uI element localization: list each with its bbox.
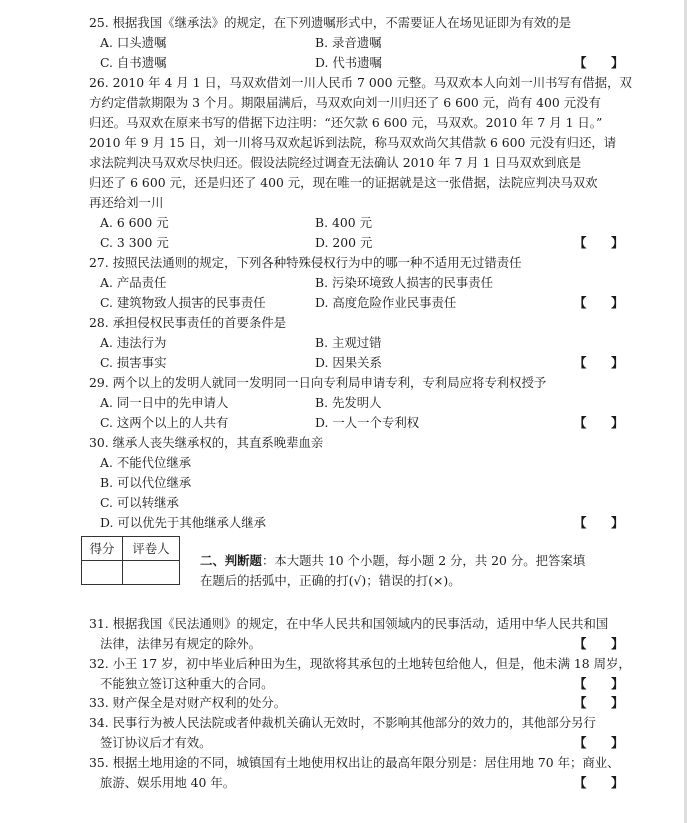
- question-26-stem-line: 求法院判决马双欢尽快归还。假设法院经过调查无法确认 2010 年 7 月 1 日马双欢到底是: [89, 155, 582, 170]
- score-table: [81, 536, 180, 585]
- q29-option-a: A. 同一日中的先申请人: [100, 395, 229, 410]
- section-instructions-line1: ：本大题共 10 个小题，每小题 2 分，共 20 分。把答案填: [261, 553, 586, 568]
- q25-option-c: C. 自书遗嘱: [100, 55, 167, 70]
- question-26-stem-line: 2010 年 9 月 15 日，刘一川将马双欢起诉到法院，称马双欢尚欠其借款 6 600 元没有归还，请: [89, 135, 617, 150]
- section-title: 二、判断题: [200, 553, 262, 568]
- q25-answer-bracket: 【 】: [574, 55, 624, 70]
- section-heading: [200, 552, 585, 570]
- section-instructions-line2: 在题后的括弧中，正确的打(√)；错误的打(×)。: [200, 573, 461, 588]
- q35-answer-bracket: 【 】: [574, 775, 624, 790]
- grader-cell[interactable]: [123, 561, 180, 585]
- question-31-line: 法律，法律另有规定的除外。: [100, 636, 262, 651]
- question-26-stem-line: 方约定借款期限为 3 个月。期限届满后，马双欢向刘一川归还了 6 600 元，尚有 400 元没有: [89, 95, 601, 110]
- q29-answer-bracket: 【 】: [574, 415, 624, 430]
- question-33-line: 33. 财产保全是对财产权利的处分。: [89, 695, 287, 710]
- question-32-line: 不能独立签订这种重大的合同。: [100, 676, 274, 691]
- q30-option-a: A. 不能代位继承: [100, 455, 192, 470]
- q28-answer-bracket: 【 】: [574, 355, 624, 370]
- q26-answer-bracket: 【 】: [574, 235, 624, 250]
- question-34-line: 34. 民事行为被人民法院或者仲裁机关确认无效时，不影响其他部分的效力的，其他部分另行: [89, 715, 596, 730]
- score-header: 得分: [82, 537, 123, 561]
- question-25-stem: 25. 根据我国《继承法》的规定，在下列遗嘱形式中，不需要证人在场见证即为有效的是: [89, 15, 572, 30]
- q29-option-c: C. 这两个以上的人共有: [100, 415, 229, 430]
- q26-option-b: B. 400 元: [315, 215, 372, 230]
- q25-option-d: D. 代书遗嘱: [315, 55, 382, 70]
- q27-option-c: C. 建筑物致人损害的民事责任: [100, 295, 266, 310]
- q30-option-c: C. 可以转继承: [100, 495, 179, 510]
- question-31-line: 31. 根据我国《民法通则》的规定，在中华人民共和国领域内的民事活动，适用中华人民共和国: [89, 616, 609, 631]
- q32-answer-bracket: 【 】: [574, 676, 624, 691]
- question-30-stem: 30. 继承人丧失继承权的，其直系晚辈血亲: [89, 435, 324, 450]
- q30-option-d: D. 可以优先于其他继承人继承: [100, 515, 267, 530]
- q27-option-b: B. 污染环境致人损害的民事责任: [315, 275, 494, 290]
- q25-option-a: A. 口头遗嘱: [100, 35, 167, 50]
- q34-answer-bracket: 【 】: [574, 735, 624, 750]
- question-27-stem: 27. 按照民法通则的规定，下列各种特殊侵权行为中的哪一种不适用无过错责任: [89, 255, 522, 270]
- q30-option-b: B. 可以代位继承: [100, 475, 192, 490]
- q27-option-d: D. 高度危险作业民事责任: [315, 295, 457, 310]
- q28-option-a: A. 违法行为: [100, 335, 167, 350]
- q26-option-a: A. 6 600 元: [100, 215, 169, 230]
- question-28-stem: 28. 承担侵权民事责任的首要条件是: [89, 315, 287, 330]
- question-26-stem-line: 归还了 6 600 元，还是归还了 400 元，现在唯一的证据就是这一张借据，法院应判决马双欢: [89, 175, 598, 190]
- q29-option-d: D. 一人一个专利权: [315, 415, 420, 430]
- q26-option-c: C. 3 300 元: [100, 235, 169, 250]
- q28-option-d: D. 因果关系: [315, 355, 382, 370]
- q25-option-b: B. 录音遗嘱: [315, 35, 382, 50]
- q29-option-b: B. 先发明人: [315, 395, 382, 410]
- q28-option-b: B. 主观过错: [315, 335, 382, 350]
- question-35-line: 旅游、娱乐用地 40 年。: [100, 775, 236, 790]
- q27-option-a: A. 产品责任: [100, 275, 167, 290]
- question-26-stem-line: 归还。马双欢在原来书写的借据下边注明：“还欠款 6 600 元，马双欢。2010 年 7 月 1 日。”: [89, 115, 603, 130]
- q27-answer-bracket: 【 】: [574, 295, 624, 310]
- q33-answer-bracket: 【 】: [574, 695, 624, 710]
- question-34-line: 签订协议后才有效。: [100, 735, 212, 750]
- score-cell[interactable]: [82, 561, 123, 585]
- q30-answer-bracket: 【 】: [574, 515, 624, 530]
- question-29-stem: 29. 两个以上的发明人就同一发明同一日向专利局申请专利，专利局应将专利权授予: [89, 375, 547, 390]
- question-26-stem-line: 26. 2010 年 4 月 1 日，马双欢借刘一川人民币 7 000 元整。马双欢本人向刘一川书写有借据，双: [89, 75, 632, 90]
- q28-option-c: C. 损害事实: [100, 355, 167, 370]
- question-26-stem-line: 再还给刘一川: [89, 195, 164, 210]
- grader-header: 评卷人: [123, 537, 180, 561]
- q31-answer-bracket: 【 】: [574, 636, 624, 651]
- question-35-line: 35. 根据土地用途的不同，城镇国有土地使用权出让的最高年限分别是：居住用地 70 年；商业、: [89, 755, 620, 770]
- q26-option-d: D. 200 元: [315, 235, 373, 250]
- question-32-line: 32. 小王 17 岁，初中毕业后种田为生，现欲将其承包的土地转包给他人，但是，他未满 18 周岁，: [89, 656, 631, 671]
